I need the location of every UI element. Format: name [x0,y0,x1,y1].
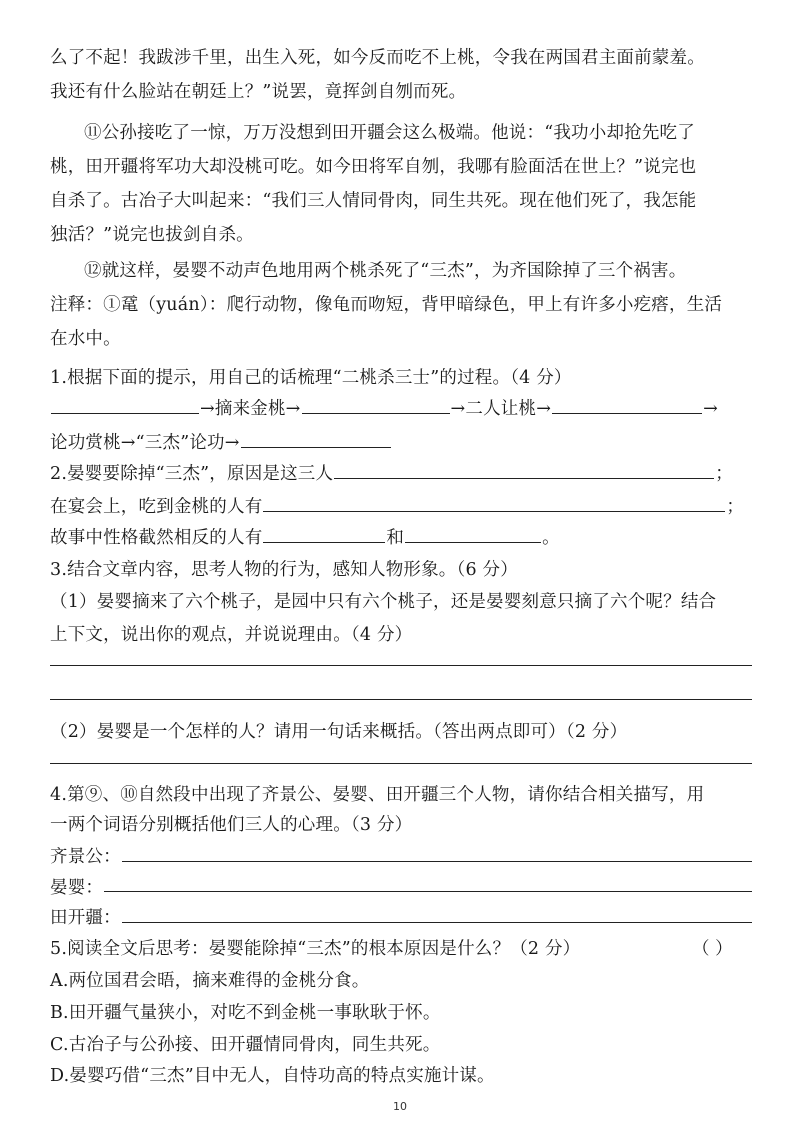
question-2-text: 2.晏婴要除掉“三杰”，原因是这三人 [50,464,334,484]
passage-line: 我还有什么脸站在朝廷上？”说罢，竟挥剑自刎而死。 [50,82,467,102]
page-number: 10 [393,1100,407,1113]
footnote-line: 在水中。 [50,329,121,349]
question-4-label-qijinggong: 齐景公： [50,847,121,867]
question-1-prompt: 1.根据下面的提示，用自己的话梳理“二桃杀三士”的过程。（4 分） [50,368,572,388]
answer-blank[interactable] [334,460,714,479]
question-3-sub1-line: 上下文，说出你的观点，并说说理由。（4 分） [50,625,413,645]
paragraph-11-line: ⑪公孙接吃了一惊，万万没想到田开疆会这么极端。他说：“我功小却抢先吃了 [84,123,695,143]
flow-step-label: 论功赏桃→“三杰”论功→ [50,433,240,453]
option-d[interactable]: D.晏婴巧借“三杰”目中无人，自恃功高的特点实施计谋。 [50,1066,495,1086]
footnote-line: 注释：①鼋（yuán）：爬行动物，像龟而吻短，背甲暗绿色，甲上有许多小疙瘩，生活 [50,295,723,315]
answer-blank[interactable] [552,395,702,414]
answer-blank[interactable] [263,524,385,543]
question-3-prompt: 3.结合文章内容，思考人物的行为，感知人物形象。（6 分） [50,560,518,580]
paragraph-12: ⑫就这样，晏婴不动声色地用两个桃杀死了“三杰”，为齐国除掉了三个祸害。 [84,261,687,281]
flow-arrow: → [703,399,718,419]
question-4-label-tiankaijiang: 田开疆： [50,908,121,928]
option-c[interactable]: C.古冶子与公孙接、田开疆情同骨肉，同生共死。 [50,1035,441,1055]
answer-line[interactable] [50,699,752,700]
question-2-line [50,460,752,486]
flow-step-label: →摘来金桃→ [200,399,301,419]
answer-blank[interactable] [51,395,199,414]
question-3-sub1-line: （1）晏婴摘来了六个桃子，是园中只有六个桃子，还是晏婴刻意只摘了六个呢？结合 [50,592,717,612]
answer-blank[interactable] [405,524,541,543]
question-2-text: 在宴会上，吃到金桃的人有 [50,497,263,517]
question-2-line [50,493,752,519]
answer-line[interactable] [50,763,752,764]
question-1-flow-row [50,395,752,421]
answer-line[interactable] [104,891,752,892]
punctuation: ； [726,497,745,517]
question-2-text: 故事中性格截然相反的人有 [50,528,263,548]
question-2-line [50,524,752,550]
question-2-text: 和 [386,528,405,548]
question-3-sub2: （2）晏婴是一个怎样的人？请用一句话来概括。（答出两点即可）（2 分） [50,722,628,742]
answer-blank[interactable] [302,395,450,414]
paragraph-11-line: 自杀了。古冶子大叫起来：“我们三人情同骨肉，同生共死。现在他们死了，我怎能 [50,191,697,211]
question-1-flow-row [50,429,752,455]
answer-blank[interactable] [241,429,391,448]
option-a[interactable]: A.两位国君会晤，摘来难得的金桃分食。 [50,971,370,991]
question-4-prompt-line: 一两个词语分别概括他们三人的心理。（3 分） [50,815,413,835]
punctuation: 。 [542,528,560,548]
paragraph-11-line: 独活？”说完也拔剑自杀。 [50,225,254,245]
answer-line[interactable] [50,665,752,666]
answer-parentheses[interactable]: （ ） [692,939,733,959]
question-4-label-yanying: 晏婴： [50,878,104,898]
punctuation: ； [715,464,733,484]
passage-line: 么了不起！我跋涉千里，出生入死，如今反而吃不上桃，令我在两国君主面前蒙羞。 [50,48,705,68]
answer-line[interactable] [122,922,752,923]
answer-blank[interactable] [263,493,725,512]
flow-step-label: →二人让桃→ [450,399,552,419]
answer-line[interactable] [122,861,752,862]
question-4-prompt-line: 4.第⑨、⑩自然段中出现了齐景公、晏婴、田开疆三个人物，请你结合相关描写，用 [50,785,705,805]
option-b[interactable]: B.田开疆气量狭小，对吃不到金桃一事耿耿于怀。 [50,1003,441,1023]
paragraph-11-line: 桃，田开疆将军功大却没桃可吃。如今田将军自刎，我哪有脸面活在世上？”说完也 [50,157,697,177]
question-5-prompt: 5.阅读全文后思考：晏婴能除掉“三杰”的根本原因是什么？（2 分） [50,939,581,959]
